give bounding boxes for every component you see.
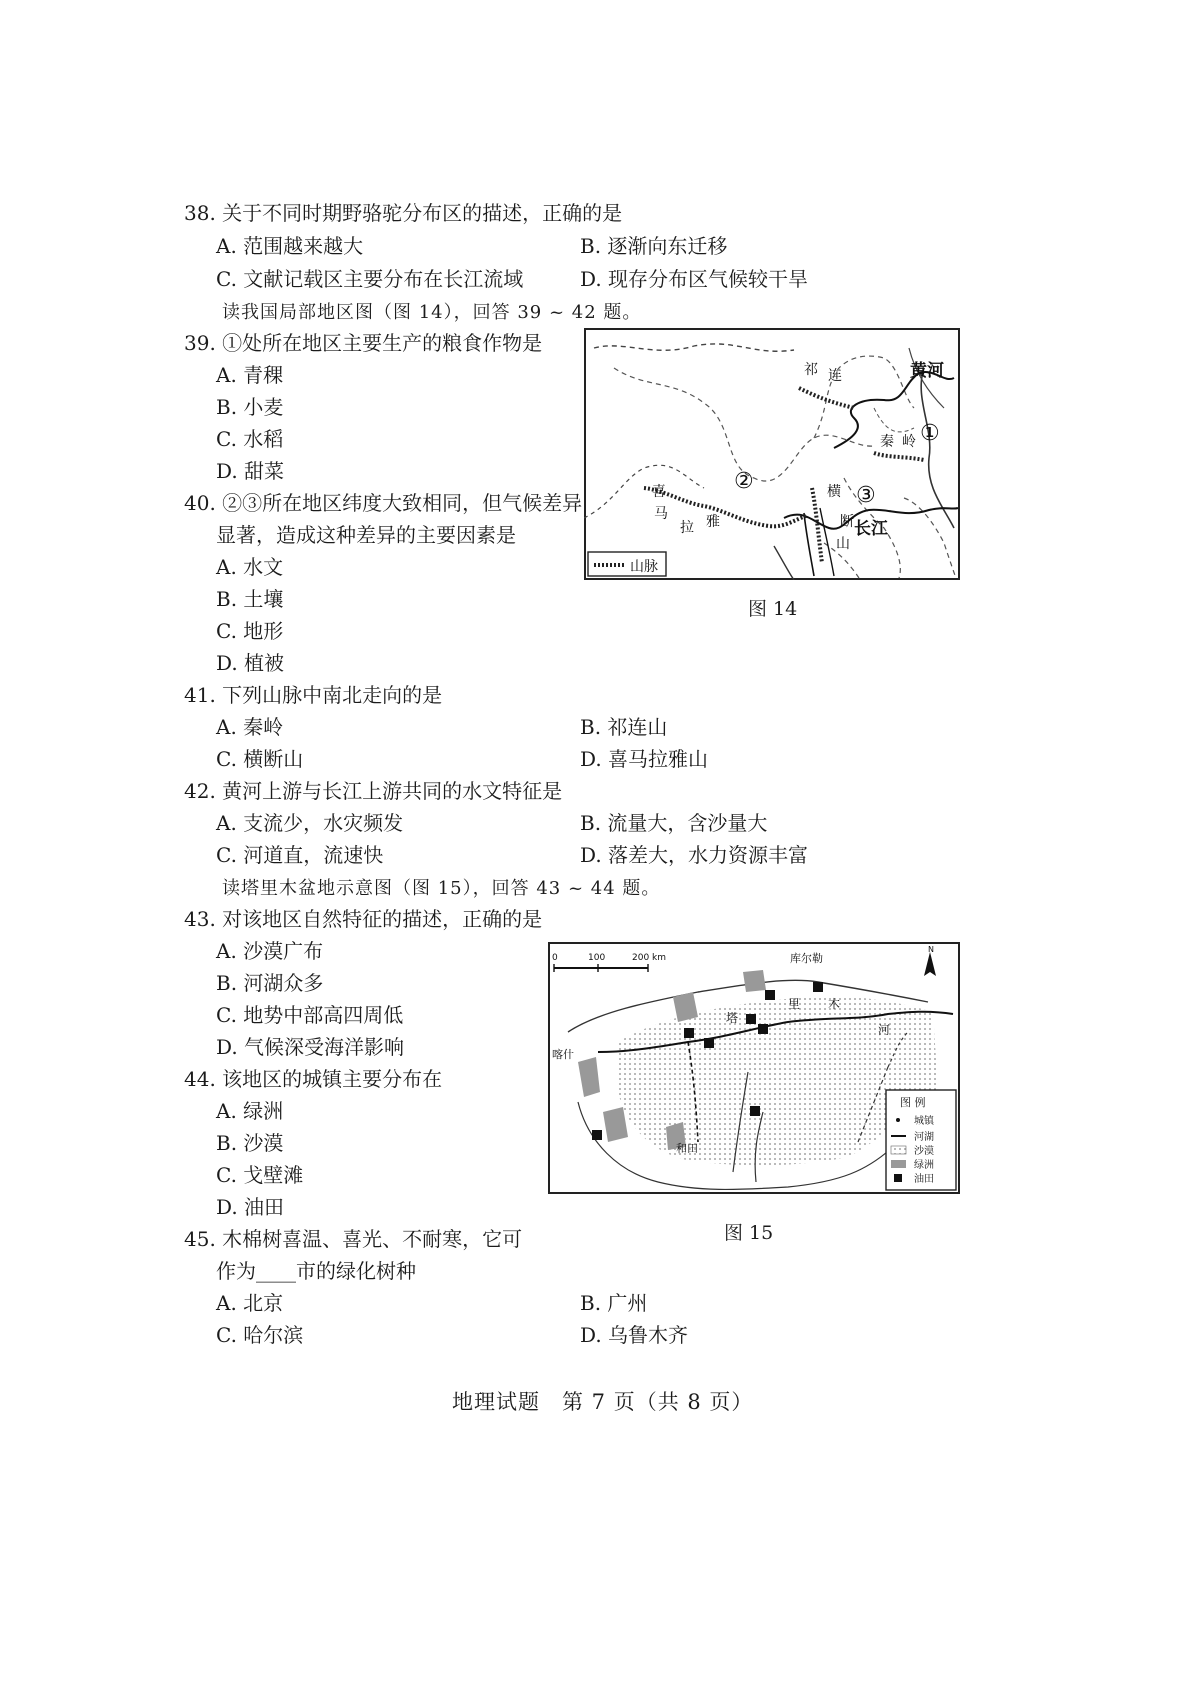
oil-field-marker [704,1038,714,1048]
oasis-legend-icon [891,1160,906,1168]
figure-14-caption: 图 14 [748,598,798,620]
q45-option-b: B. 广州 [580,1291,648,1315]
legend-oasis: 绿洲 [914,1160,934,1171]
marker-3: ③ [856,483,876,508]
q40-option-b: B. 土壤 [216,587,284,611]
oilfield-legend-icon [894,1174,902,1182]
legend-town: 城镇 [914,1116,934,1127]
figure-15-caption: 图 15 [724,1222,774,1244]
scale-label-100: 100 [588,953,606,963]
north-label: N [928,945,934,954]
intro-fig15: 读塔里木盆地示意图（图 15），回答 43 ~ 44 题。 [222,878,661,899]
oil-field-marker [592,1130,602,1140]
oil-field-marker [684,1028,694,1038]
q45-option-a: A. 北京 [216,1291,284,1315]
oil-field-marker [758,1024,768,1034]
label-ya: 雅 [706,514,720,530]
legend-desert: 沙漠 [914,1146,934,1157]
label-qin: 秦 [880,434,894,450]
q45-stem-line2: 作为____市的绿化树种 [216,1259,416,1283]
label-ma: 马 [654,506,668,522]
label-ling: 岭 [902,434,916,450]
q39-option-d: D. 甜菜 [216,459,285,483]
label-kuerle: 库尔勒 [790,952,823,965]
q43-stem: 43. 对该地区自然特征的描述，正确的是 [184,907,543,931]
label-hetian: 和田 [676,1142,698,1155]
marker-1: ① [920,421,940,446]
q41-stem: 41. 下列山脉中南北走向的是 [184,683,443,707]
q43-option-d: D. 气候深受海洋影响 [216,1035,405,1059]
legend-oilfield: 油田 [914,1174,934,1185]
q44-option-c: C. 戈壁滩 [216,1163,304,1187]
marker-2: ② [734,469,754,494]
q38-option-d: D. 现存分布区气候较干旱 [580,267,809,291]
q38-option-b: B. 逐渐向东迁移 [580,234,728,258]
label-he: 河 [878,1023,891,1037]
q45-option-d: D. 乌鲁木齐 [580,1323,689,1347]
figure-15-map [548,942,960,1194]
label-li: 里 [788,997,801,1011]
q45-stem-line1: 45. 木棉树喜温、喜光、不耐寒，它可 [184,1227,523,1251]
label-la: 拉 [680,520,694,536]
q38-stem: 38. 关于不同时期野骆驼分布区的描述，正确的是 [184,201,623,225]
town-legend-icon [896,1118,900,1122]
intro-fig14: 读我国局部地区图（图 14），回答 39 ~ 42 题。 [222,302,642,323]
label-heng: 横 [827,484,841,500]
q43-option-a: A. 沙漠广布 [216,939,324,963]
q40-stem-line1: 40. ②③所在地区纬度大致相同，但气候差异 [184,491,583,515]
oil-field-marker [813,982,823,992]
legend-river: 河湖 [914,1132,934,1143]
q40-stem-line2: 显著，造成这种差异的主要因素是 [216,523,516,547]
scale-label-200: 200 km [632,953,667,963]
q41-option-b: B. 祁连山 [580,715,668,739]
label-xi: 喜 [652,484,666,500]
scale-label-0: 0 [552,953,558,963]
q41-option-a: A. 秦岭 [216,715,284,739]
q39-option-b: B. 小麦 [216,395,284,419]
q39-option-c: C. 水稻 [216,427,284,451]
desert-legend-icon [891,1146,906,1154]
q44-stem: 44. 该地区的城镇主要分布在 [184,1067,443,1091]
q43-option-b: B. 河湖众多 [216,971,324,995]
oil-field-marker [750,1106,760,1116]
q45-option-c: C. 哈尔滨 [216,1323,304,1347]
oasis-patch [743,970,766,992]
label-huanghe: 黄河 [910,361,944,381]
page-footer: 地理试题 第 7 页（共 8 页） [452,1390,754,1414]
legend-mountain-label: 山脉 [630,559,658,575]
label-shan: 山 [836,536,850,552]
figure-14-map [584,328,960,580]
label-duan: 断 [840,514,854,530]
q40-option-d: D. 植被 [216,651,285,675]
q44-option-d: D. 油田 [216,1195,285,1219]
q41-option-d: D. 喜马拉雅山 [580,747,709,771]
q39-stem: 39. ①处所在地区主要生产的粮食作物是 [184,331,543,355]
q43-option-c: C. 地势中部高四周低 [216,1003,404,1027]
q42-option-b: B. 流量大，含沙量大 [580,811,768,835]
oil-field-marker [746,1014,756,1024]
legend-title: 图 例 [900,1096,926,1109]
label-changjiang: 长江 [854,519,888,539]
q42-stem: 42. 黄河上游与长江上游共同的水文特征是 [184,779,563,803]
q44-option-a: A. 绿洲 [216,1099,284,1123]
q42-option-a: A. 支流少，水灾频发 [216,811,404,835]
q42-option-c: C. 河道直，流速快 [216,843,384,867]
oil-field-marker [765,990,775,1000]
q39-option-a: A. 青稞 [216,363,284,387]
label-mu: 木 [828,997,841,1011]
label-ta: 塔 [726,1011,739,1025]
q40-option-a: A. 水文 [216,555,284,579]
q40-option-c: C. 地形 [216,619,284,643]
q38-option-c: C. 文献记载区主要分布在长江流域 [216,267,524,291]
q41-option-c: C. 横断山 [216,747,304,771]
label-lian: 连 [828,368,842,384]
label-kashi: 喀什 [552,1048,574,1061]
q42-option-d: D. 落差大，水力资源丰富 [580,843,809,867]
q38-option-a: A. 范围越来越大 [216,234,364,258]
q44-option-b: B. 沙漠 [216,1131,284,1155]
label-qi: 祁 [804,362,818,378]
